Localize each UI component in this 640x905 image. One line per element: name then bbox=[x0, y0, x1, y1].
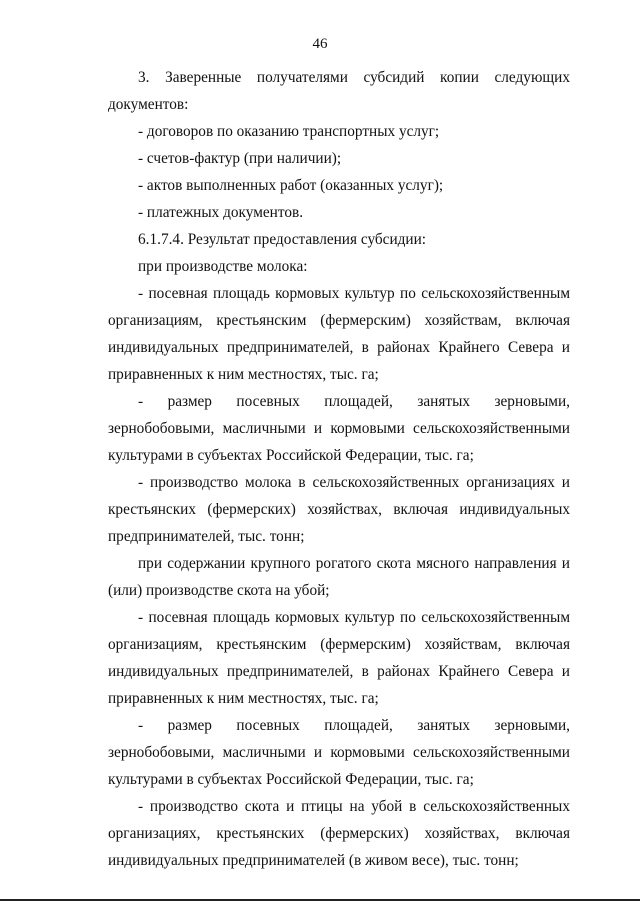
list-item-sown-area: - размер посевных площадей, занятых зерновыми, зернобобовыми, масличными и кормовыми сельскохозяйственными культурами в субъектах Российской Федерации, тыс. га; bbox=[108, 393, 570, 464]
scan-edge-line bbox=[0, 899, 640, 901]
list-item-milk-output: - производство молока в сельскохозяйственных организациях и крестьянских (фермерских) хозяйствах, включая индивидуальных предпринимателей, тыс. тонн; bbox=[108, 474, 570, 545]
list-item-invoices: - счетов-фактур (при наличии); bbox=[138, 150, 342, 167]
list-item-forage-area: - посевная площадь кормовых культур по сельскохозяйственным организациям, крестьянским (фермерским) хозяйствам, включая индивидуальных предпринимателей, в районах Крайнего Севера и приравненных к ним местностях, тыс. га; bbox=[108, 285, 570, 383]
list-item-sown-area-2: - размер посевных площадей, занятых зерновыми, зернобобовыми, масличными и кормовыми сельскохозяйственными культурами в субъектах Российской Федерации, тыс. га; bbox=[108, 717, 570, 788]
list-item-livestock-output: - производство скота и птицы на убой в сельскохозяйственных организациях, крестьянских (фермерских) хозяйствах, включая индивидуальных предпринимателей (в живом весе), тыс. тонн; bbox=[108, 798, 570, 869]
list-item-forage-area-2: - посевная площадь кормовых культур по сельскохозяйственным организациям, крестьянским (фермерским) хозяйствам, включая индивидуальных предпринимателей, в районах Крайнего Севера и приравненных к ним местностях, тыс. га; bbox=[108, 609, 570, 707]
paragraph-certified-documents: 3. Заверенные получателями субсидий копии следующих документов: bbox=[108, 69, 570, 113]
list-item-work-acts: - актов выполненных работ (оказанных услуг); bbox=[138, 177, 444, 194]
section-heading-subsidy-result: 6.1.7.4. Результат предоставления субсидии: bbox=[138, 231, 427, 248]
subheading-beef-cattle: при содержании крупного рогатого скота мясного направления и (или) производстве скота на убой; bbox=[108, 555, 570, 599]
list-item-transport-contracts: - договоров по оказанию транспортных услуг; bbox=[138, 123, 440, 140]
document-body bbox=[108, 64, 570, 874]
subheading-milk-production: при производстве молока: bbox=[138, 258, 308, 275]
page-number: 46 bbox=[312, 36, 328, 52]
list-item-payment-documents: - платежных документов. bbox=[138, 204, 304, 221]
